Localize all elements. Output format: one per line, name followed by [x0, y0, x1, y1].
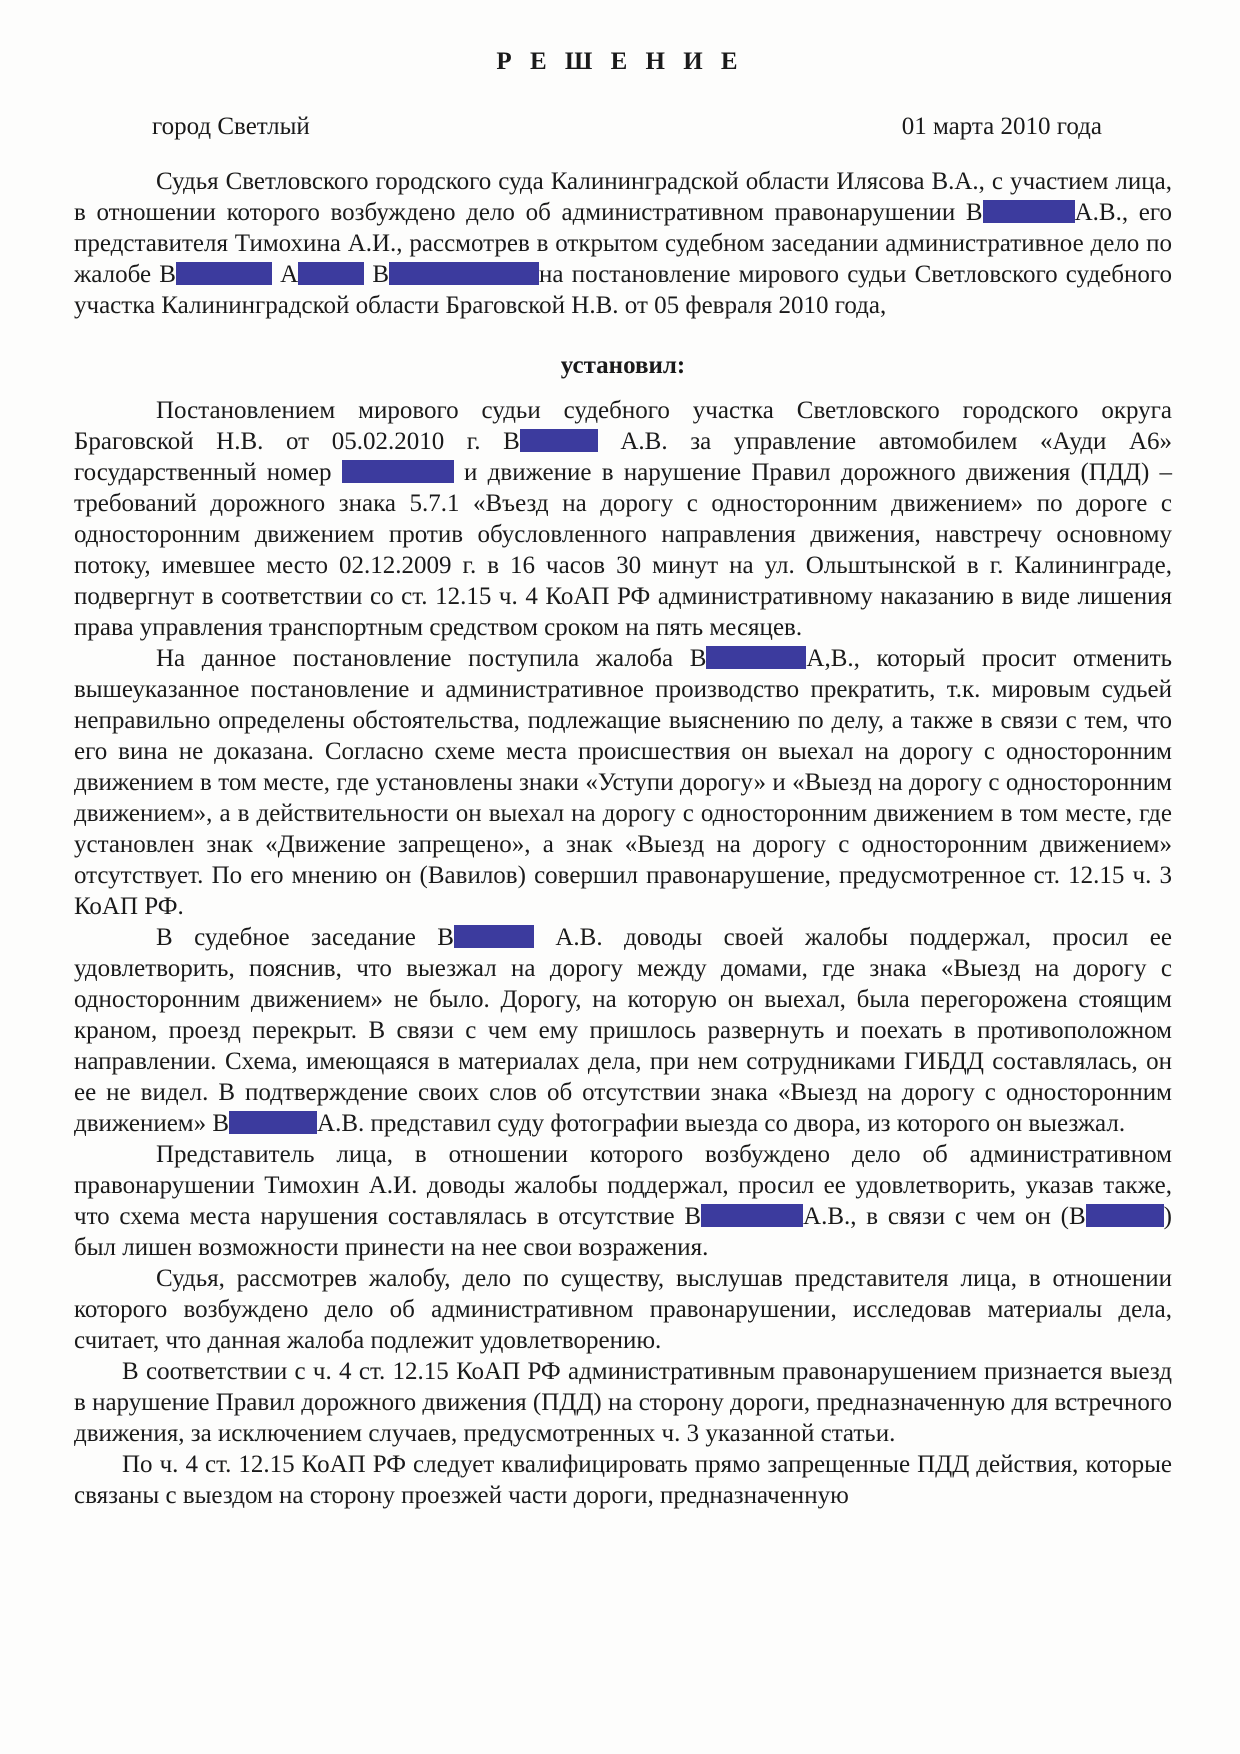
- paragraph-representative: [74, 1139, 1172, 1263]
- redaction: [520, 429, 598, 452]
- text-segment: А.В. представил суду фотографии выезда со двора, из которого он выезжал.: [317, 1110, 1126, 1137]
- document-title: Р Е Ш Е Н И Е: [496, 48, 744, 75]
- redaction: [1086, 1204, 1164, 1227]
- redaction: [176, 262, 272, 285]
- paragraph-resolution: [74, 395, 1172, 643]
- text-segment: Представитель лица, в отношении которого возбуждено дело об административном правонарушении Тимохин А.И. доводы жалобы поддержал, просил ее удовлетворить, указав также, что схема места нарушения составлялась в отсутствие В: [74, 1141, 1172, 1230]
- text-segment: На данное постановление поступила жалоба В: [156, 645, 707, 672]
- redaction: [701, 1204, 803, 1227]
- redaction: [454, 925, 534, 948]
- paragraph-complaint: [74, 643, 1172, 922]
- document-date: 01 марта 2010 года: [901, 113, 1102, 140]
- paragraph-qualification: По ч. 4 ст. 12.15 КоАП РФ следует квалифицировать прямо запрещенные ПДД действия, которые связаны с выездом на сторону проезжей части дороги, предназначенную: [74, 1451, 1172, 1509]
- text-segment: А,В., который просит отменить вышеуказанное постановление и административное производство прекратить, т.к. мировым судьей неправильно определены обстоятельства, подлежащие выяснению по делу, а также в связи с тем, что его вина не доказана. Согласно схеме места происшествия он выехал на дорогу с односторонним движением в том месте, где установлены знаки «Уступи дорогу» и «Выезд на дорогу с односторонним движением», а в действительности он выехал на дорогу с односторонним движением в том месте, где установлен знак «Движение запрещено», а знак «Выезд на дорогу с односторонним движением» отсутствует. По его мнению он (Вавилов) совершил правонарушение, предусмотренное ст. 12.15 ч. 3 КоАП РФ.: [74, 645, 1172, 920]
- paragraph-intro: [74, 166, 1172, 321]
- document-body: [74, 166, 1172, 1511]
- paragraph-judge: Судья, рассмотрев жалобу, дело по существу, выслушав представителя лица, в отношении которого возбуждено дело об административном правонарушении, исследовав материалы дела, считает, что данная жалоба подлежит удовлетворению.: [74, 1265, 1172, 1354]
- text-segment: В: [372, 261, 390, 288]
- paragraph-law: В соответствии с ч. 4 ст. 12.15 КоАП РФ административным правонарушением признается выезд в нарушение Правил дорожного движения (ПДД) на сторону дороги, предназначенную для встречного движения, за исключением случаев, предусмотренных ч. 3 указанной статьи.: [74, 1358, 1172, 1447]
- text-segment: Постановлением мирового судьи судебного участка Светловского городского округа Браговской Н.В. от 05.02.2010 г. В: [74, 397, 1172, 455]
- text-segment: ) был лишен возможности принести на нее свои возражения.: [74, 1203, 1172, 1261]
- redaction: [983, 200, 1075, 223]
- redaction: [389, 262, 539, 285]
- text-segment: на постановление мирового судьи Светловского судебного участка Калининградской области Браговской Н.В. от 05 февраля 2010 года,: [74, 261, 1173, 319]
- city: город Светлый: [152, 113, 310, 140]
- text-segment: А.В., его представителя Тимохина А.И., рассмотрев в открытом судебном заседании административное дело по жалобе В: [74, 199, 1172, 288]
- text-segment: и движение в нарушение Правил дорожного движения (ПДД) – требований дорожного знака 5.7.1 «Въезд на дорогу с односторонним движением» по дороге с односторонним движением против обусловленного направления движения, навстречу основному потоку, имевшее место 02.12.2009 г. в 16 часов 30 минут на ул. Ольштынской в г. Калининграде, подвергнут в соответствии со ст. 12.15 ч. 4 КоАП РФ административному наказанию в виде лишения права управления транспортным средством сроком на пять месяцев.: [74, 459, 1173, 641]
- redaction: [229, 1111, 317, 1134]
- paragraph-hearing: [74, 922, 1172, 1139]
- text-segment: А.В. за управление автомобилем «Ауди А6» государственный номер: [74, 428, 1173, 486]
- redaction: [342, 460, 454, 483]
- redaction: [298, 262, 364, 285]
- redaction: [706, 646, 806, 669]
- text-segment: Судья Светловского городского суда Калининградской области Илясова В.А., с участием лица, в отношении которого возбуждено дело об административном правонарушении В: [74, 168, 1172, 226]
- section-heading: установил:: [560, 352, 686, 379]
- text-segment: А.В., в связи с чем он (В: [803, 1203, 1086, 1230]
- text-segment: В судебное заседание В: [156, 924, 454, 951]
- text-segment: А.В. доводы своей жалобы поддержал, просил ее удовлетворить, пояснив, что выезжал на дорогу между домами, где знака «Выезд на дорогу с односторонним движением» не было. Дорогу, на которую он выехал, была перегорожена стоящим краном, проезд перекрыт. В связи с чем ему пришлось развернуть и поехать в противоположном направлении. Схема, имеющаяся в материалах дела, при нем сотрудниками ГИБДД составлялась, он ее не видел. В подтверждение своих слов об отсутствии знака «Выезд на дорогу с односторонним движением» В: [74, 924, 1173, 1137]
- text-segment: А: [280, 261, 299, 288]
